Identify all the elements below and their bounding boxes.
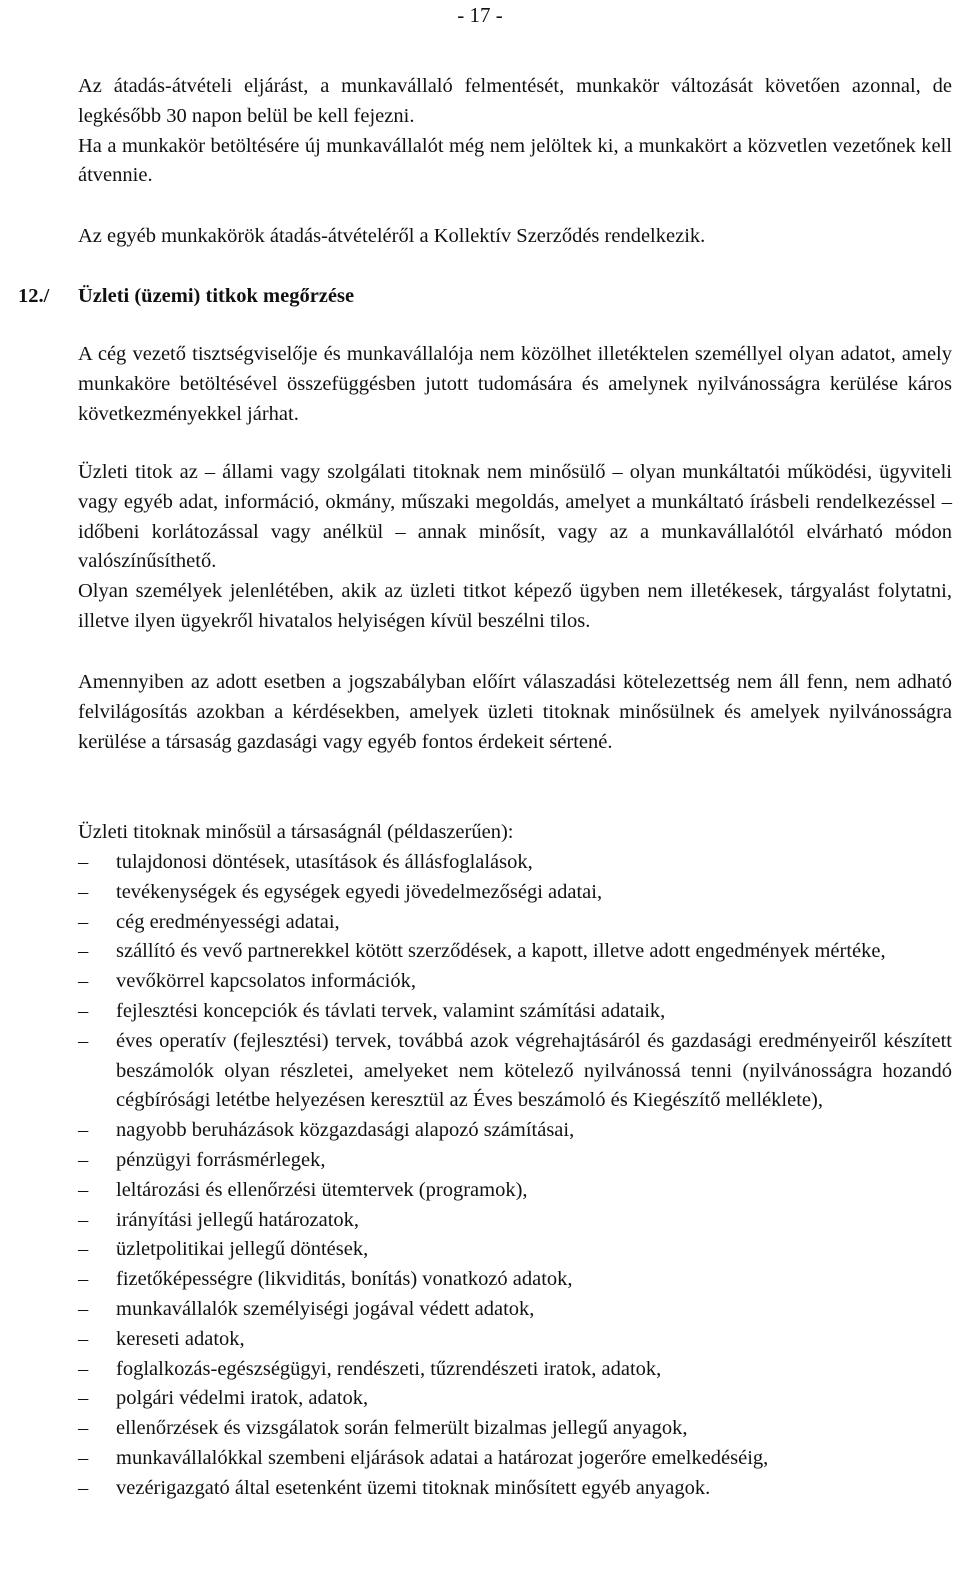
list-intro-text: Üzleti titoknak minősül a társaságnál (példaszerűen):	[78, 821, 514, 843]
list-item-text: ellenőrzések és vizsgálatok során felmerült bizalmas jellegű anyagok,	[116, 1417, 688, 1440]
list-item-text: tevékenységek és egységek egyedi jövedelmezőségi adatai,	[116, 880, 603, 903]
list-item-text: üzletpolitikai jellegű döntések,	[116, 1238, 369, 1261]
list-item-text: munkavállalókkal szembeni eljárások adatai a határozat jogerőre emelkedéséig,	[116, 1446, 769, 1469]
dash-bullet: –	[78, 1327, 89, 1350]
list-item	[78, 1206, 952, 1236]
paragraph-text: Üzleti titok az – állami vagy szolgálati titoknak nem minősülő – olyan munkáltatói működési, ügyviteli vagy egyéb adat, információ, okmány, műszaki megoldás, amelyet a munkáltató írásbeli rendelkezéssel – időbeni korlátozással vagy anélkül – annak minősít, vagy az a munkavállalótól elvárható módon valószínűsíthető.	[78, 461, 952, 573]
list-item	[78, 1027, 952, 1116]
list-item-text: nagyobb beruházások közgazdasági alapozó számításai,	[116, 1119, 575, 1142]
dash-bullet: –	[78, 1268, 89, 1291]
dash-bullet: –	[78, 1387, 89, 1410]
dash-bullet: –	[78, 880, 89, 903]
list-item-text: pénzügyi forrásmérlegek,	[116, 1148, 326, 1171]
dash-bullet: –	[78, 1357, 89, 1380]
list-item-text: fejlesztési koncepciók és távlati tervek, valamint számítási adataik,	[116, 999, 666, 1022]
dash-bullet: –	[78, 1297, 89, 1320]
list-item	[78, 1414, 952, 1444]
paragraph-text: Amennyiben az adott esetben a jogszabályban előírt válaszadási kötelezettség nem áll fenn, nem adható felvilágosítás azokban a kérdésekben, amelyek üzleti titoknak minősülnek és amelyek nyilvánosságra kerülése a társaság gazdasági vagy egyéb fontos érdekeit sértené.	[78, 671, 952, 753]
list-item-text: munkavállalók személyiségi jogával védett adatok,	[116, 1297, 535, 1320]
intro-text-1: Az átadás-átvételi eljárást, a munkavállaló felmentését, munkakör változását követően azonnal, de legkésőbb 30 napon belül be kell fejezni.	[78, 75, 952, 127]
list-item-text: kereseti adatok,	[116, 1327, 245, 1350]
list-item	[78, 997, 952, 1027]
list-item-text: éves operatív (fejlesztési) tervek, továbbá azok végrehajtásáról és gazdasági eredményeiről készített beszámolók olyan részletei, amelyeket nem kötelező nyilvánossá tenni (nyilvánosságra hozandó cégbírósági letétbe helyezésen keresztül az Éves beszámoló és Kiegészítő melléklete),	[116, 1029, 952, 1112]
list-item-text: vezérigazgató által esetenként üzemi titoknak minősített egyéb anyagok.	[116, 1476, 711, 1499]
section-title: Üzleti (üzemi) titkok megőrzése	[78, 285, 355, 307]
section-paragraph-2	[78, 458, 952, 637]
list-item	[78, 1235, 952, 1265]
intro-paragraph-1	[78, 72, 952, 191]
intro-text-2: Ha a munkakör betöltésére új munkavállalót még nem jelöltek ki, a munkakört a közvetlen vezetőnek kell átvennie.	[78, 134, 952, 187]
list-item	[78, 1176, 952, 1206]
list-item	[78, 878, 952, 908]
dash-bullet: –	[78, 910, 89, 933]
dash-bullet: –	[78, 1029, 89, 1052]
list-item-text: szállító és vevő partnerekkel kötött szerződések, a kapott, illetve adott engedmények mértéke,	[116, 940, 886, 963]
list-item	[78, 908, 952, 938]
paragraph-text: Olyan személyek jelenlétében, akik az üzleti titkot képező ügyben nem illetékesek, tárgyalást folytatni, illetve ilyen ügyekről hivatalos helyiségen kívül beszélni tilos.	[78, 580, 952, 632]
page-number: - 17 -	[457, 3, 503, 27]
section-number: 12./	[18, 285, 50, 307]
list-item	[78, 967, 952, 997]
list-item	[78, 1384, 952, 1414]
dash-bullet: –	[78, 851, 89, 873]
intro-paragraph-3	[78, 222, 952, 252]
section-paragraph-1	[78, 340, 952, 429]
dash-bullet: –	[78, 999, 89, 1022]
list-item-text: irányítási jellegű határozatok,	[116, 1208, 360, 1231]
section-paragraph-4	[78, 668, 952, 757]
list-item	[78, 1146, 952, 1176]
list-item-text: fizetőképességre (likviditás, bonítás) vonatkozó adatok,	[116, 1268, 573, 1291]
dash-bullet: –	[78, 940, 89, 963]
list-item	[78, 1116, 952, 1146]
dash-bullet: –	[78, 1446, 89, 1469]
list-item	[78, 937, 952, 967]
list-item-text: foglalkozás-egészségügyi, rendészeti, tűzrendészeti iratok, adatok,	[116, 1357, 662, 1380]
list-item	[78, 848, 952, 878]
list-item	[78, 1295, 952, 1325]
list-intro	[78, 818, 952, 848]
list-item	[78, 1444, 952, 1474]
intro-text-3: Az egyéb munkakörök átadás-átvételéről a Kollektív Szerződés rendelkezik.	[78, 225, 706, 247]
dash-bullet: –	[78, 1476, 89, 1499]
list-item-text: polgári védelmi iratok, adatok,	[116, 1387, 369, 1410]
list-item	[78, 1265, 952, 1295]
list-item	[78, 1325, 952, 1355]
list-item-text: vevőkörrel kapcsolatos információk,	[116, 970, 417, 993]
dash-bullet: –	[78, 1208, 89, 1231]
secret-items-list	[78, 848, 952, 1504]
dash-bullet: –	[78, 1119, 89, 1142]
list-item-text: cég eredményességi adatai,	[116, 910, 340, 933]
list-item	[78, 1474, 952, 1504]
paragraph-text: A cég vezető tisztségviselője és munkavállalója nem közölhet illetéktelen személlyel olyan adatot, amely munkaköre betöltésével összefüggésben jutott tudomására és amelynek nyilvánosságra kerülése káros következményekkel járhat.	[78, 343, 952, 425]
list-item	[78, 1355, 952, 1385]
list-item-text: tulajdonosi döntések, utasítások és állásfoglalások,	[116, 851, 533, 873]
dash-bullet: –	[78, 1417, 89, 1440]
dash-bullet: –	[78, 1178, 89, 1201]
dash-bullet: –	[78, 1238, 89, 1261]
dash-bullet: –	[78, 1148, 89, 1171]
list-item-text: leltározási és ellenőrzési ütemtervek (programok),	[116, 1178, 528, 1201]
dash-bullet: –	[78, 970, 89, 993]
